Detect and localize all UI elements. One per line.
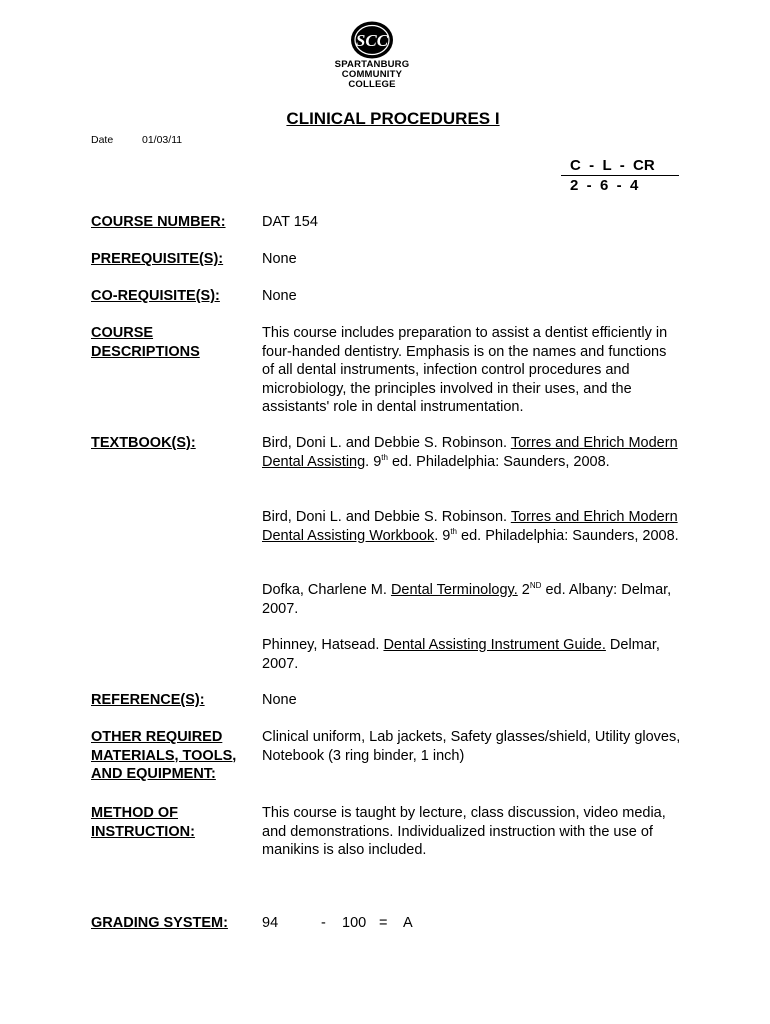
grade-letter: A (403, 915, 413, 931)
logo-line-1: SPARTANBURG (334, 59, 410, 70)
textbook-entry-4: Phinney, Hatsead. Dental Assisting Instrument Guide. Delmar, 2007. (262, 637, 660, 672)
corequisites-value: None (262, 288, 297, 304)
grading-label: GRADING SYSTEM: (91, 915, 228, 931)
textbooks-label: TEXTBOOK(S): (91, 435, 196, 451)
prerequisites-label: PREREQUISITE(S): (91, 251, 224, 267)
description-text: This course includes preparation to assist a dentist efficiently in four-handed dentistry. Emphasis is on the names and functions of all dental instruments, infection control procedures and microbiology, the principles involved in their uses, and the assistants' role in dental instrumentation. (262, 325, 668, 415)
credit-hours-header: C - L - CR (561, 156, 679, 176)
materials-text: Clinical uniform, Lab jackets, Safety glasses/shield, Utility gloves, Notebook (3 ring binder, 1 inch) (262, 729, 681, 764)
course-number-label: COURSE NUMBER: (91, 214, 226, 230)
description-label: COURSE DESCRIPTIONS (91, 325, 200, 360)
grade-high: 100 (342, 915, 367, 931)
references-label: REFERENCE(S): (91, 692, 205, 708)
textbook-entry-2: Bird, Doni L. and Debbie S. Robinson. Torres and Ehrich Modern Dental Assisting Workbook. 9th ed. Philadelphia: Saunders, 2008. (262, 509, 679, 544)
document-title: CLINICAL PROCEDURES I (286, 109, 500, 128)
scc-seal-icon (349, 20, 395, 60)
method-label: METHOD OF INSTRUCTION: (91, 805, 195, 840)
grade-equals: = (379, 915, 388, 931)
materials-label: OTHER REQUIRED MATERIALS, TOOLS, AND EQUIPMENT: (91, 729, 237, 782)
logo-line-2: COMMUNITY (341, 69, 403, 80)
course-number-value: DAT 154 (262, 214, 318, 230)
credit-hours-values: 2 - 6 - 4 (570, 177, 639, 194)
credit-hours-table (561, 156, 679, 195)
textbook-entry-3: Dofka, Charlene M. Dental Terminology. 2ND ed. Albany: Delmar, 2007. (262, 581, 672, 617)
college-logo (322, 20, 422, 92)
prerequisites-value: None (262, 251, 297, 267)
references-value: None (262, 692, 297, 708)
logo-initials: SCC (355, 31, 389, 50)
grade-low: 94 (262, 915, 279, 931)
method-text: This course is taught by lecture, class discussion, video media, and demonstrations. Individualized instruction with the use of manikins is also included. (262, 805, 666, 858)
corequisites-label: CO-REQUISITE(S): (91, 288, 220, 304)
textbook-entry-1: Bird, Doni L. and Debbie S. Robinson. Torres and Ehrich Modern Dental Assisting. 9th ed. Philadelphia: Saunders, 2008. (262, 435, 678, 470)
grade-dash: - (321, 915, 326, 931)
date-value: 01/03/11 (142, 134, 183, 146)
logo-line-3: COLLEGE (348, 79, 396, 90)
date-label: Date (91, 134, 114, 146)
